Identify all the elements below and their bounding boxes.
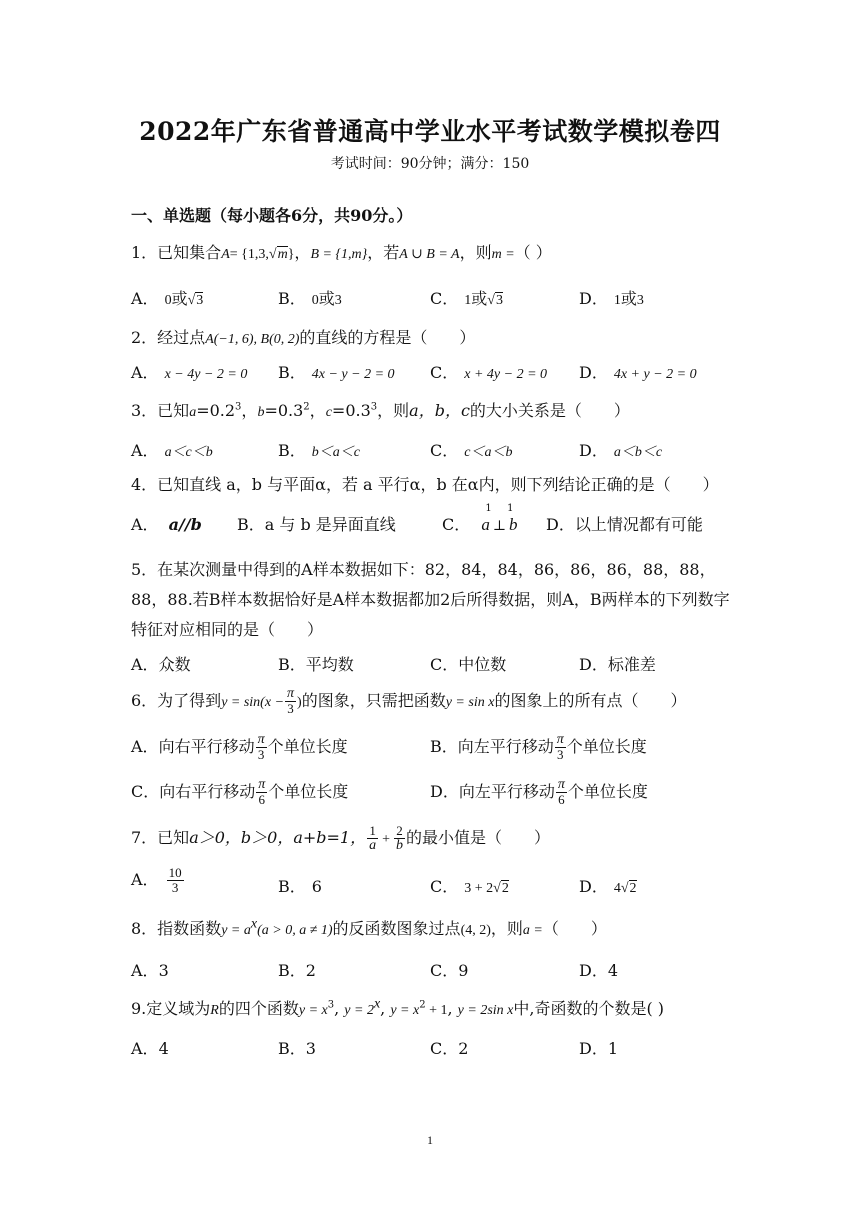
option-text: 3 xyxy=(305,1039,316,1058)
numerator: π xyxy=(257,732,265,747)
option-text: 标准差 xyxy=(607,655,656,674)
exponent: x xyxy=(250,916,258,932)
page-title: 2022年广东省普通高中学业水平考试数学模拟卷四 xyxy=(139,117,721,146)
option-text: 中位数 xyxy=(458,655,507,674)
math-var: c xyxy=(325,405,332,420)
question-3-option-d xyxy=(579,438,662,461)
option-text: 平均数 xyxy=(305,655,354,674)
math-expr: 0 xyxy=(164,293,172,308)
question-text: 1．已知集合 xyxy=(131,243,222,262)
math-expr: (4, 2) xyxy=(460,923,491,938)
math-expr: a，b，c xyxy=(409,401,470,420)
question-3-option-a xyxy=(131,438,213,461)
math-expr: =0.3 xyxy=(264,401,304,420)
question-2-option-d xyxy=(579,360,697,383)
question-8-stem xyxy=(131,916,607,939)
math-var: a xyxy=(481,515,490,534)
option-label: C． xyxy=(430,289,459,308)
fraction xyxy=(256,733,267,762)
denominator: 6 xyxy=(558,792,565,807)
option-text: 个单位长度 xyxy=(268,782,349,801)
question-text: 8．指数函数 xyxy=(131,919,222,938)
question-text: 2．经过点 xyxy=(131,328,206,347)
math-radicand: 2 xyxy=(629,881,637,896)
sqrt-symbol: √ xyxy=(187,293,196,308)
option-text: 向左平行移动 xyxy=(458,782,555,801)
fraction xyxy=(285,687,296,716)
math-expr: + 1 xyxy=(425,1003,448,1018)
question-6-option-d xyxy=(430,778,648,807)
math-var: A xyxy=(221,247,230,262)
exponent: 2 xyxy=(419,999,426,1011)
question-1-option-c xyxy=(430,286,503,309)
option-label: A． xyxy=(131,289,159,308)
perp-symbol: ⊥ xyxy=(492,519,507,534)
question-2-option-a xyxy=(131,360,247,383)
fraction xyxy=(556,778,567,807)
fraction xyxy=(394,824,405,853)
question-text: 的大小关系是（ ） xyxy=(469,401,630,420)
denominator: 6 xyxy=(258,792,266,807)
question-5-option-b xyxy=(278,652,354,675)
question-6-option-c xyxy=(131,778,348,807)
question-8-option-a xyxy=(131,958,169,981)
question-9-option-a xyxy=(131,1036,169,1059)
math-expr: y = a xyxy=(221,923,251,938)
option-label: B． xyxy=(278,289,306,308)
option-label: A． xyxy=(131,870,159,889)
question-text: 9.定义域为 xyxy=(131,999,211,1018)
question-6-option-b xyxy=(430,733,647,762)
fraction xyxy=(555,733,566,762)
question-text: 的图象，只需把函数 xyxy=(301,691,446,710)
question-9-option-d xyxy=(579,1036,618,1059)
option-label: C． xyxy=(430,877,459,896)
option-label: A． xyxy=(131,363,159,382)
denominator: b xyxy=(396,838,404,853)
math-expr: y = 2 xyxy=(344,1003,374,1018)
option-label: D． xyxy=(579,655,608,674)
exponent: 3 xyxy=(327,999,335,1011)
option-label: A． xyxy=(131,961,159,980)
option-text: a＜b＜c xyxy=(613,445,663,460)
question-text: ，则 xyxy=(459,243,492,262)
question-2-option-c xyxy=(430,360,547,383)
option-text: 个单位长度 xyxy=(267,737,348,756)
question-5-stem: 5．在某次测量中得到的A样本数据如下：82，84，84，86，86，86，88，88，88，88.若B样本数据恰好是A样本数据都加2后所得数据，则A，B两样本的下列数字特征对应相同的是（ ） xyxy=(131,560,730,639)
question-4-option-d xyxy=(546,512,703,535)
option-label: D． xyxy=(546,515,575,534)
question-text: 的最小值是（ ） xyxy=(406,828,551,847)
option-text: 4x + y − 2 = 0 xyxy=(613,367,697,382)
option-text: c＜a＜b xyxy=(464,445,513,460)
math-radicand: m xyxy=(277,247,288,262)
question-5-option-d xyxy=(579,652,656,675)
page-number: 1 xyxy=(427,1133,433,1147)
math-expr: a = xyxy=(522,923,543,938)
question-text: 的反函数图象过点 xyxy=(332,919,461,938)
option-text: x − 4y − 2 = 0 xyxy=(164,367,248,382)
math-expr: 4 xyxy=(613,881,621,896)
option-text: 个单位长度 xyxy=(567,782,648,801)
answer-blank: （ ） xyxy=(514,243,552,262)
option-text: 6 xyxy=(311,877,322,896)
exponent: 2 xyxy=(303,401,310,413)
section-heading: 一、单选题（每小题各6分，共90分。） xyxy=(131,206,413,225)
question-text: ， xyxy=(309,401,326,420)
question-7-stem xyxy=(131,824,550,853)
option-label: B． xyxy=(278,441,306,460)
option-label: A． xyxy=(131,737,159,756)
numerator: 2 xyxy=(394,824,405,839)
option-label: D． xyxy=(430,782,459,801)
question-text: 6．为了得到 xyxy=(131,691,222,710)
option-label: C． xyxy=(430,363,459,382)
sqrt-symbol: √ xyxy=(493,881,501,896)
question-4-stem: 4．已知直线 a，b 与平面α，若 a 平行α，b 在α内，则下列结论正确的是（ ） xyxy=(131,475,719,494)
math-expr: y = sin x xyxy=(445,695,495,710)
fraction xyxy=(256,778,267,807)
numerator: π xyxy=(557,777,565,792)
option-label: A． xyxy=(131,441,159,460)
question-1-option-a xyxy=(131,286,203,309)
separator: , xyxy=(334,999,345,1018)
math-expr: y = sin(x − xyxy=(221,695,285,710)
option-label: C． xyxy=(442,515,471,534)
question-7-option-c xyxy=(430,874,509,897)
question-8-option-d xyxy=(579,958,618,981)
option-text: 4 xyxy=(158,1039,169,1058)
option-text: 或 xyxy=(318,289,335,308)
denominator: 3 xyxy=(557,747,564,762)
exam-info: 考试时间：90分钟；满分：150 xyxy=(330,156,530,172)
exponent: 3 xyxy=(370,401,378,413)
question-7-option-b xyxy=(278,874,322,897)
question-3-stem xyxy=(131,398,630,421)
question-7-option-d xyxy=(579,874,637,897)
option-label: B． xyxy=(278,655,306,674)
sqrt-symbol: √ xyxy=(620,881,629,896)
question-9-option-c xyxy=(430,1036,468,1059)
option-label: C． xyxy=(131,782,160,801)
option-text: 以上情况都有可能 xyxy=(574,515,703,534)
option-text: 众数 xyxy=(158,655,191,674)
math-expr: 1 xyxy=(613,293,621,308)
option-text: 或 xyxy=(620,289,637,308)
question-5-option-a xyxy=(131,652,191,675)
question-text: ， xyxy=(294,243,311,262)
option-math xyxy=(481,503,518,535)
question-2-stem xyxy=(131,325,475,348)
fraction xyxy=(167,866,184,895)
question-6-option-a xyxy=(131,733,348,762)
math-var: b xyxy=(509,515,518,534)
option-label: B． xyxy=(237,515,265,534)
math-var: R xyxy=(210,1003,219,1018)
math-expr: a＞0，b＞0，a+b=1， xyxy=(189,828,367,847)
option-label: A． xyxy=(131,1039,159,1058)
option-label: A． xyxy=(131,655,159,674)
math-expr: m = xyxy=(491,247,515,262)
question-4-option-b xyxy=(237,512,396,535)
math-radicand: 3 xyxy=(196,293,204,308)
option-label: B． xyxy=(278,1039,306,1058)
question-1-option-b xyxy=(278,286,342,309)
question-5-option-c xyxy=(430,652,506,675)
denominator: 3 xyxy=(171,880,179,895)
option-text: 2 xyxy=(305,961,316,980)
question-1-option-d xyxy=(579,286,644,309)
option-text: 2 xyxy=(458,1039,469,1058)
option-text: 3 xyxy=(158,961,169,980)
option-text: x + 4y − 2 = 0 xyxy=(464,367,548,382)
numerator: 1 xyxy=(367,824,378,839)
math-expr: =0.2 xyxy=(196,401,236,420)
option-text: a 与 b 是异面直线 xyxy=(264,515,396,534)
option-label: B． xyxy=(430,737,458,756)
math-expr: } xyxy=(287,247,295,262)
option-label: C． xyxy=(430,1039,459,1058)
question-text: 的图象上的所有点（ ） xyxy=(494,691,687,710)
option-label: C． xyxy=(430,961,459,980)
question-1-stem xyxy=(131,240,552,263)
option-text: 或 xyxy=(171,289,188,308)
question-text: 的直线的方程是（ ） xyxy=(299,328,476,347)
option-label: D． xyxy=(579,961,608,980)
denominator: 3 xyxy=(287,701,294,716)
math-expr: B = {1,m} xyxy=(310,247,368,262)
question-6-stem xyxy=(131,687,686,716)
math-expr: ) xyxy=(297,695,302,710)
sqrt-symbol: √ xyxy=(268,247,277,262)
math-expr: 0 xyxy=(311,293,319,308)
question-4-option-a xyxy=(131,512,202,535)
option-text: 向右平行移动 xyxy=(159,782,256,801)
option-label: B． xyxy=(278,877,306,896)
math-expr: 3 xyxy=(334,293,342,308)
option-text: b＜a＜c xyxy=(311,445,360,460)
sqrt-symbol: √ xyxy=(487,293,495,308)
option-label: D． xyxy=(579,1039,608,1058)
question-8-option-b xyxy=(278,958,316,981)
math-expr: =0.3 xyxy=(331,401,371,420)
separator: , xyxy=(380,999,391,1018)
question-3-option-b xyxy=(278,438,360,461)
math-expr: y = x xyxy=(298,1003,328,1018)
option-text: 或 xyxy=(471,289,488,308)
question-7-option-a xyxy=(131,866,185,895)
option-text: 个单位长度 xyxy=(566,737,647,756)
numerator: 10 xyxy=(168,865,182,880)
question-text: ， xyxy=(241,401,258,420)
question-2-option-b xyxy=(278,360,395,383)
option-label: C． xyxy=(430,441,459,460)
denominator: a xyxy=(369,838,377,853)
math-expr: y = x xyxy=(390,1003,420,1018)
math-expr: 3 xyxy=(636,293,644,308)
option-label: D． xyxy=(579,289,608,308)
question-text: ，则 xyxy=(377,401,410,420)
exponent: x xyxy=(373,996,381,1012)
question-4-option-c xyxy=(442,503,518,535)
separator: , xyxy=(447,999,458,1018)
numerator: π xyxy=(258,777,266,792)
math-expr: 1 xyxy=(464,293,472,308)
question-9-option-b xyxy=(278,1036,316,1059)
math-radicand: 2 xyxy=(501,881,509,896)
math-var: a xyxy=(189,405,197,420)
question-text: 7．已知 xyxy=(131,828,190,847)
question-3-option-c xyxy=(430,438,512,461)
question-text: ，若 xyxy=(367,243,400,262)
option-text: a//b xyxy=(168,515,202,534)
option-label: D． xyxy=(579,363,608,382)
question-text: 3．已知 xyxy=(131,401,190,420)
option-text: 向左平行移动 xyxy=(457,737,554,756)
numerator: π xyxy=(556,732,564,747)
fraction xyxy=(367,824,378,853)
math-expr: = {1,3, xyxy=(229,247,269,262)
option-text: 4x − y − 2 = 0 xyxy=(311,367,395,382)
option-text: 9 xyxy=(458,961,469,980)
answer-blank: （ ） xyxy=(542,919,607,938)
question-8-option-c xyxy=(430,958,468,981)
numerator: π xyxy=(287,686,295,701)
option-label: A． xyxy=(131,515,159,534)
math-expr: A ∪ B = A xyxy=(399,247,460,262)
math-expr: A(−1, 6), B(0, 2) xyxy=(205,332,300,347)
question-text: ，则 xyxy=(490,919,523,938)
question-text: 中,奇函数的个数是( ) xyxy=(513,999,665,1018)
math-radicand: 3 xyxy=(495,293,503,308)
question-text: 的四个函数 xyxy=(218,999,299,1018)
option-text: a＜c＜b xyxy=(164,445,213,460)
exponent: 3 xyxy=(235,401,242,413)
math-expr: y = 2sin x xyxy=(457,1003,514,1018)
option-label: D． xyxy=(579,877,608,896)
overscript: 1 xyxy=(507,503,514,514)
option-text: 4 xyxy=(607,961,619,980)
question-9-stem xyxy=(131,996,664,1019)
plus-symbol: + xyxy=(382,832,391,847)
math-expr: (a > 0, a ≠ 1) xyxy=(257,923,333,938)
option-label: B． xyxy=(278,961,306,980)
option-label: C． xyxy=(430,655,459,674)
denominator: 3 xyxy=(257,747,265,762)
math-var: b xyxy=(257,405,265,420)
math-expr: 3 + 2 xyxy=(464,881,494,896)
option-label: D． xyxy=(579,441,608,460)
overscript: 1 xyxy=(485,503,492,514)
option-label: B． xyxy=(278,363,306,382)
option-text: 1 xyxy=(607,1039,619,1058)
option-text: 向右平行移动 xyxy=(158,737,255,756)
